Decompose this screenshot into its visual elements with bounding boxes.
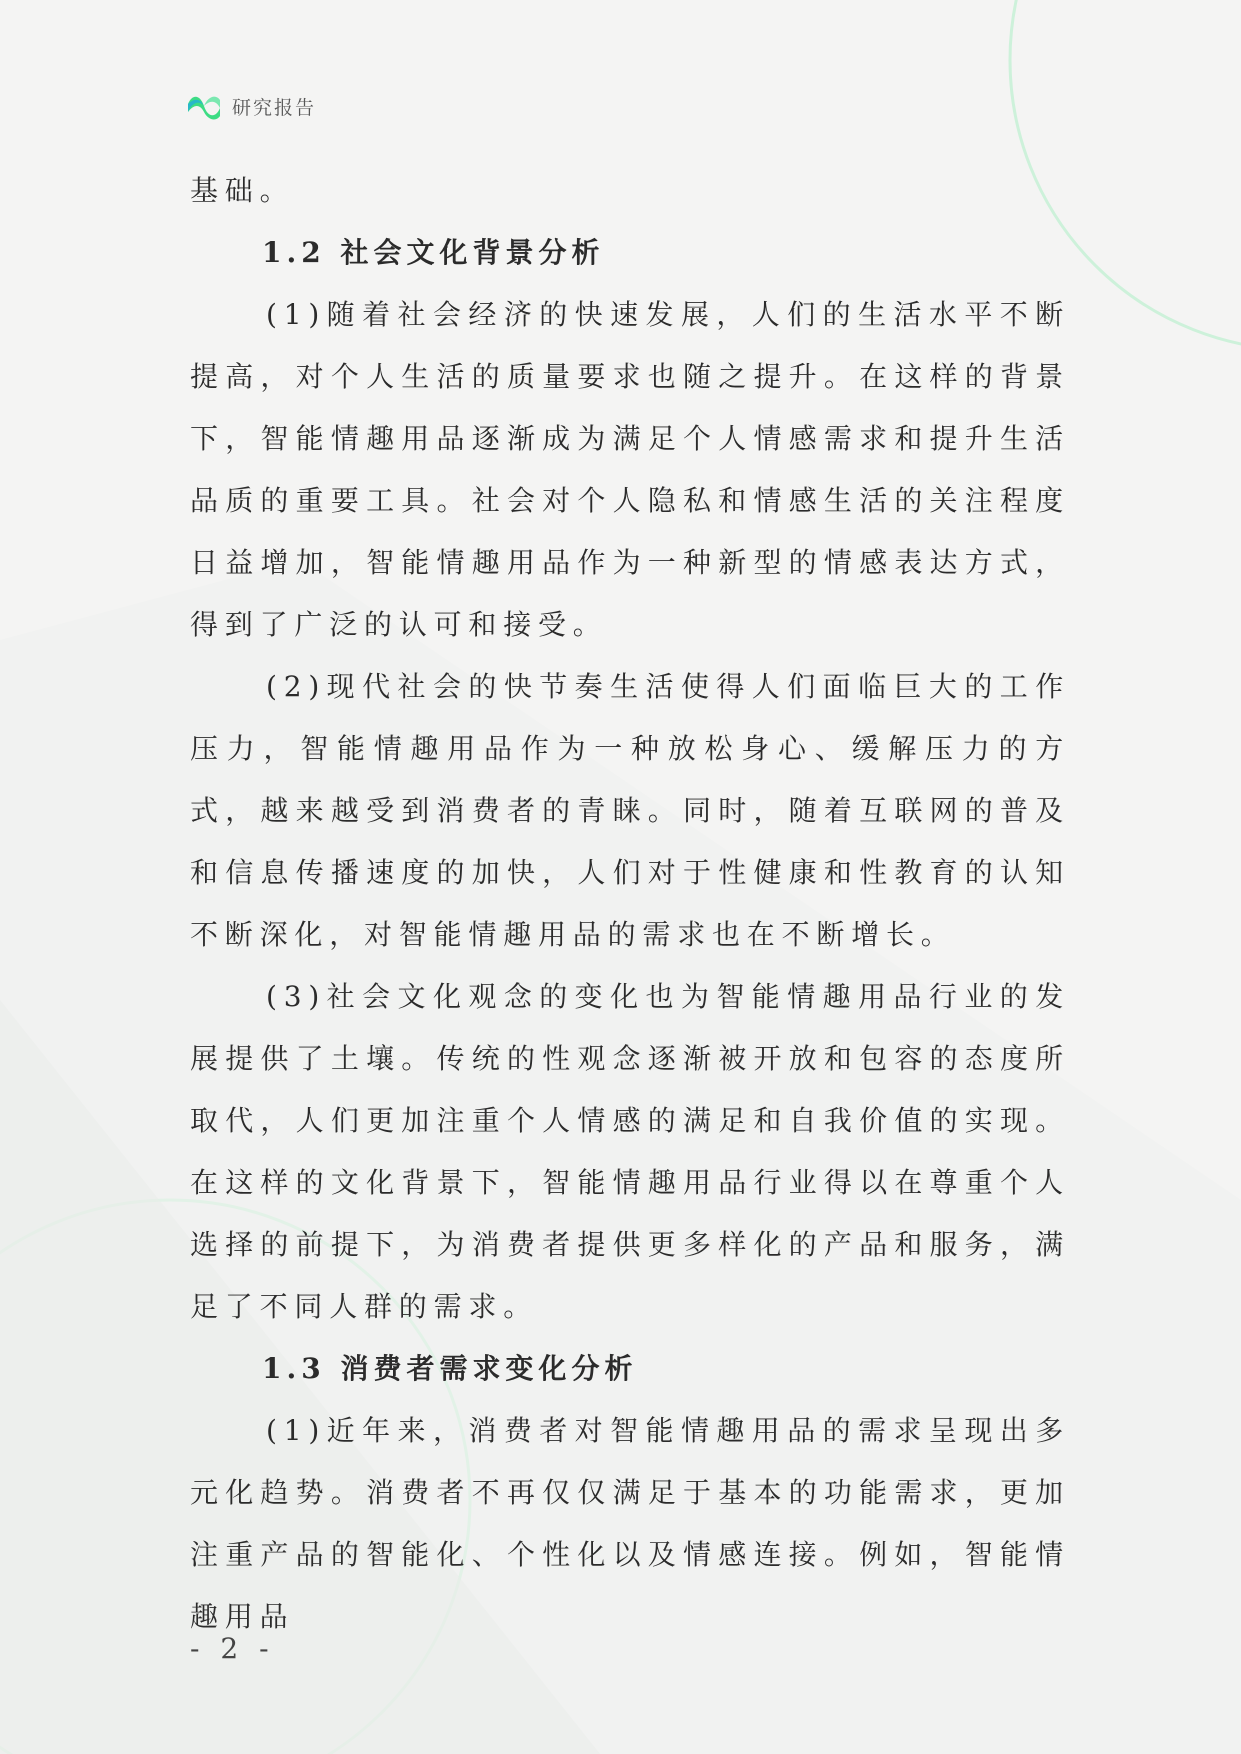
section-heading-1-2: 1.2 社会文化背景分析 (262, 236, 605, 269)
header-title: 研究报告 (232, 96, 317, 119)
page-header (186, 88, 316, 124)
paragraph: (1)近年来，消费者对智能情趣用品的需求呈现出多元化趋势。消费者不再仅仅满足于基本的功能需求，更加注重产品的智能化、个性化以及情感连接。例如，智能情趣用品 (190, 1414, 1070, 1633)
document-body (190, 160, 1070, 1648)
paragraph: (2)现代社会的快节奏生活使得人们面临巨大的工作压力，智能情趣用品作为一种放松身心、缓解压力的方式，越来越受到消费者的青睐。同时，随着互联网的普及和信息传播速度的加快，人们对于性健康和性教育的认知不断深化，对智能情趣用品的需求也在不断增长。 (190, 670, 1070, 951)
section-heading-1-3: 1.3 消费者需求变化分析 (262, 1352, 638, 1385)
paragraph: (3)社会文化观念的变化也为智能情趣用品行业的发展提供了土壤。传统的性观念逐渐被开放和包容的态度所取代，人们更加注重个人情感的满足和自我价值的实现。在这样的文化背景下，智能情趣用品行业得以在尊重个人选择的前提下，为消费者提供更多样化的产品和服务，满足了不同人群的需求。 (190, 980, 1070, 1323)
brand-logo-icon (186, 90, 222, 122)
continuation-text: 基础。 (190, 174, 295, 207)
paragraph: (1)随着社会经济的快速发展，人们的生活水平不断提高，对个人生活的质量要求也随之提升。在这样的背景下，智能情趣用品逐渐成为满足个人情感需求和提升生活品质的重要工具。社会对个人隐私和情感生活的关注程度日益增加，智能情趣用品作为一种新型的情感表达方式，得到了广泛的认可和接受。 (190, 298, 1070, 641)
page-number: - 2 - (190, 1632, 275, 1665)
